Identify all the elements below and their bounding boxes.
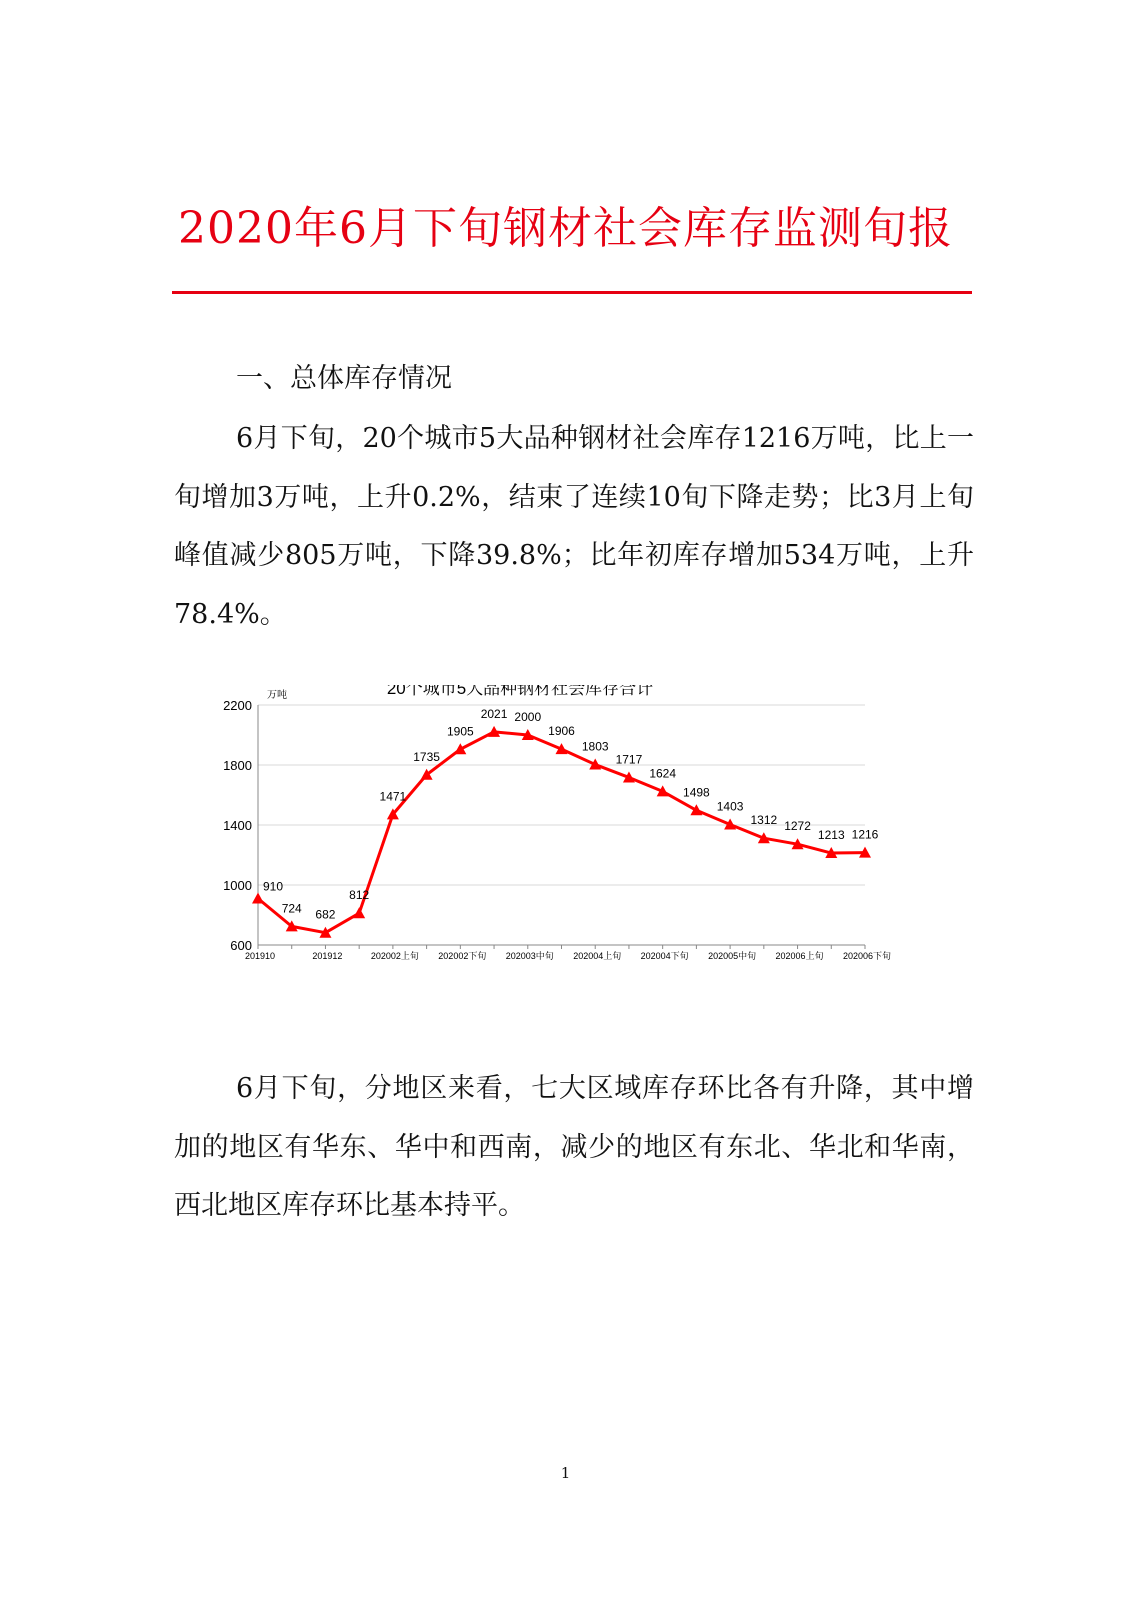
title-divider (172, 291, 972, 294)
inventory-chart (205, 685, 920, 995)
data-label: 1312 (750, 813, 778, 828)
x-tick-label: 202002下旬 (438, 951, 487, 961)
data-label: 1272 (784, 819, 811, 834)
data-point-marker (690, 804, 702, 815)
y-tick-label: 2200 (223, 698, 252, 713)
data-label: 1624 (649, 766, 677, 781)
y-tick-label: 1400 (223, 818, 252, 833)
data-label: 1471 (379, 789, 407, 804)
x-tick-label: 201912 (312, 951, 343, 961)
series-line (258, 732, 865, 933)
chart-title: 20个城市5大品种钢材社会库存合计 (386, 685, 654, 698)
paragraph-regions: 6月下旬，分地区来看，七大区域库存环比各有升降，其中增加的地区有华东、华中和西南，减少的地区有东北、华北和华南，西北地区库存环比基本持平。 (174, 1073, 974, 1221)
x-tick-label: 202004上旬 (573, 951, 622, 961)
x-tick-label: 202004下旬 (640, 951, 689, 961)
data-label: 2000 (514, 710, 542, 724)
section-heading: 一、总体库存情况 (236, 363, 452, 394)
page-number: 1 (560, 1464, 571, 1482)
document-title: 2020年6月下旬钢材社会库存监测旬报 (178, 203, 953, 254)
x-tick-label: 202005中旬 (708, 951, 757, 961)
x-tick-label: 202006上旬 (775, 951, 824, 961)
x-tick-label: 202006下旬 (842, 951, 892, 961)
data-label: 1735 (413, 749, 440, 764)
data-label: 1213 (817, 828, 845, 843)
data-label: 1216 (851, 827, 879, 842)
x-tick-label: 201910 (244, 951, 276, 961)
data-label: 682 (315, 907, 336, 922)
line-chart-svg (205, 685, 920, 995)
y-axis-unit-label: 万吨 (267, 690, 287, 701)
data-label: 724 (281, 901, 302, 916)
data-label: 1906 (548, 724, 575, 739)
data-point-marker (353, 907, 365, 918)
data-label: 1905 (446, 724, 474, 739)
x-tick-label: 202003中旬 (505, 951, 554, 961)
y-tick-label: 1800 (223, 758, 252, 773)
paragraph-summary: 6月下旬，20个城市5大品种钢材社会库存1216万吨，比上一旬增加3万吨，上升0.2%，结束了连续10旬下降走势；比3月上旬峰值减少805万吨，下降39.8%；比年初库存增加534万吨，上升78.4%。 (174, 423, 974, 630)
data-label: 1498 (683, 785, 710, 800)
data-label: 2021 (480, 706, 508, 721)
data-label: 1803 (581, 739, 609, 754)
x-tick-label: 202002上旬 (370, 951, 419, 961)
data-label: 1717 (615, 752, 643, 767)
data-point-marker (252, 893, 264, 904)
data-label: 910 (263, 879, 284, 894)
y-tick-label: 600 (230, 938, 252, 953)
data-label: 812 (349, 888, 370, 903)
data-label: 1403 (716, 799, 744, 814)
y-tick-label: 1000 (223, 878, 252, 893)
